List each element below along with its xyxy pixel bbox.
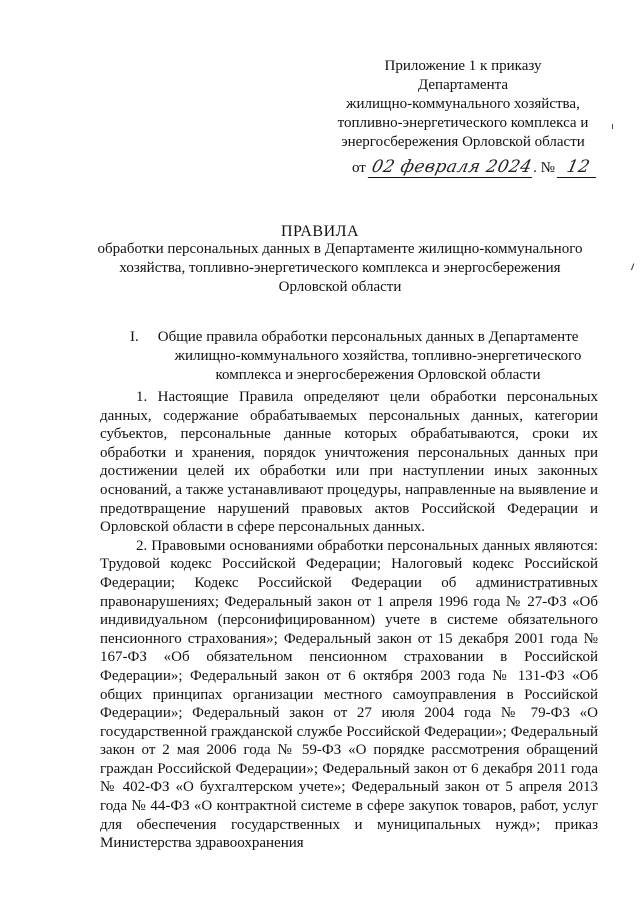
section-heading xyxy=(130,328,610,385)
scan-mark xyxy=(612,124,615,129)
order-date-number: от 02 февраля 2024. № 12 xyxy=(352,157,592,178)
handwritten-date: 02 февраля 2024 xyxy=(367,157,535,178)
section-heading-line: комплекса и энергосбережения Орловской области xyxy=(215,367,541,383)
section-heading-line: жилищно-коммунального хозяйства, топливно-энергетического xyxy=(174,348,582,364)
subtitle-line: хозяйства, топливно-энергетического комплекса и энергосбережения xyxy=(119,260,561,276)
subtitle-line: Орловской области xyxy=(278,279,402,295)
appendix-line: топливно-энергетического комплекса и xyxy=(337,115,589,131)
order-number-label: № xyxy=(540,160,555,176)
section-heading-line: Общие правила обработки персональных данных в Департаменте xyxy=(157,329,579,345)
order-from-label: от xyxy=(352,160,366,176)
paragraph: 1. Настоящие Правила определяют цели обработки персональных данных, содержание обрабатываемых персональных данных, категории субъектов, персональные данные которых обрабатываются, сроки их обработки и хранения, порядок уничтожения персональных данных при достижении целей их обработки или при наступлении иных законных оснований, а также устанавливают процедуры, направленные на выявление и предотвращение нарушений правовых актов Российской Федерации и Орловской области в сфере персональных данных. xyxy=(100,389,598,536)
subtitle-line: обработки персональных данных в Департаменте жилищно-коммунального xyxy=(97,241,583,257)
document-body xyxy=(100,388,598,853)
paragraph: 2. Правовыми основаниями обработки персональных данных являются: Трудовой кодекс Российской Федерации; Налоговый кодекс Российской Федерации; Кодекс Российской Федерации об административных правонарушениях; Федеральный закон от 1 апреля 1996 года № 27-ФЗ «Об индивидуальном (персонифицированном) учете в системе обязательного пенсионного страхования»; Федеральный закон от 15 декабря 2001 года № 167-ФЗ «Об обязательном пенсионном страховании в Российской Федерации»; Федеральный закон от 6 октября 2003 года № 131-ФЗ «Об общих принципах организации местного самоуправления в Российской Федерации»; Федеральный закон от 27 июля 2004 года № 79-ФЗ «О государственной гражданской службе Российской Федерации»; Федеральный закон от 2 мая 2006 года № 59-ФЗ «О порядке рассмотрения обращений граждан Российской Федерации»; Федеральный закон от 6 декабря 2011 года № 402-ФЗ «О бухгалтерском учете»; Федеральный закон от 5 апреля 2013 года № 44-ФЗ «О контрактной системе в сфере закупок товаров, работ, услуг для обеспечения государственных и муниципальных нужд»; приказ Министерства здравоохранения xyxy=(100,537,598,852)
section-number: I. xyxy=(130,329,139,345)
document-title: ПРАВИЛА xyxy=(280,223,360,240)
document-subtitle xyxy=(70,240,610,297)
appendix-header xyxy=(336,57,590,152)
handwritten-number: 12 xyxy=(557,157,600,178)
appendix-line: Департамента xyxy=(417,77,509,93)
scan-mark xyxy=(631,263,638,271)
appendix-line: жилищно-коммунального хозяйства, xyxy=(346,96,580,112)
appendix-line: Приложение 1 к приказу xyxy=(384,58,542,74)
appendix-line: энергосбережения Орловской области xyxy=(341,134,585,150)
